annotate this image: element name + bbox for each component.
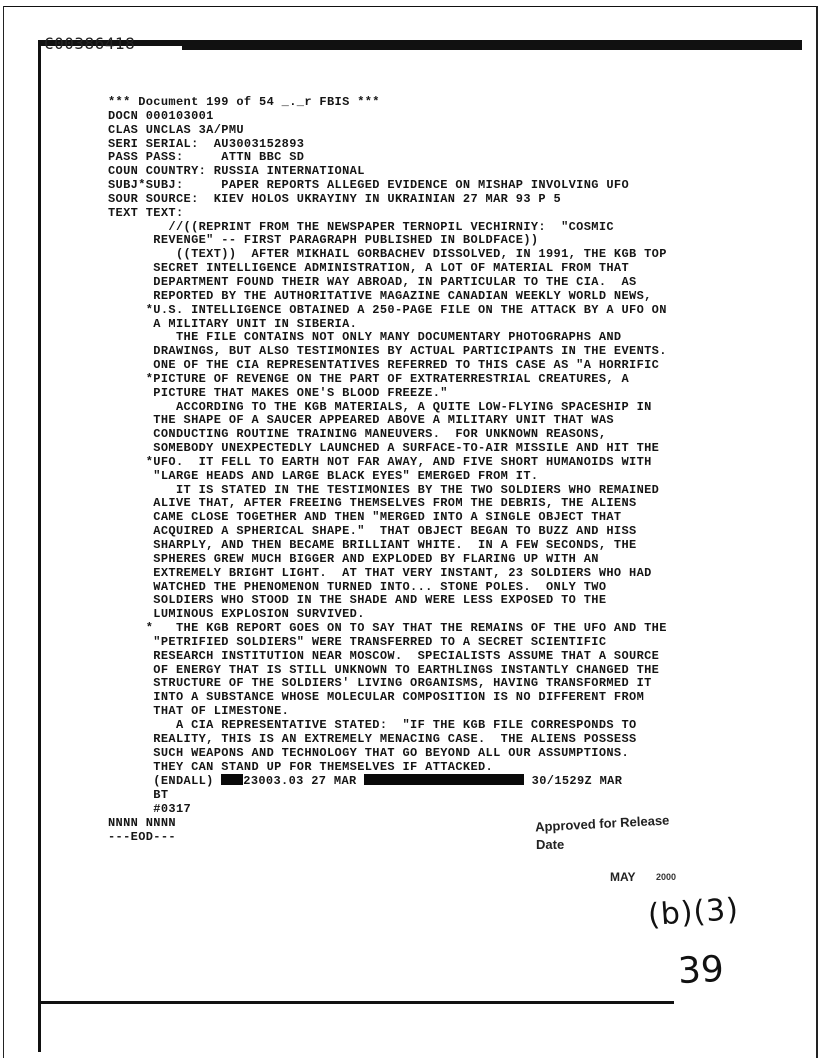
document-line: LUMINOUS EXPLOSION SURVIVED. bbox=[108, 607, 365, 622]
document-line: *U.S. INTELLIGENCE OBTAINED A 250-PAGE FILE ON THE ATTACK BY A UFO ON bbox=[108, 302, 667, 317]
document-line: SPHERES GREW MUCH BIGGER AND EXPLODED BY FLARING UP WITH AN bbox=[108, 551, 599, 566]
document-line: ONE OF THE CIA REPRESENTATIVES REFERRED TO THIS CASE AS "A HORRIFIC bbox=[108, 358, 660, 373]
document-line: CONDUCTING ROUTINE TRAINING MANEUVERS. FOR UNKNOWN REASONS, bbox=[108, 427, 607, 442]
document-line: //((REPRINT FROM THE NEWSPAPER TERNOPIL VECHIRNIY: "COSMIC bbox=[108, 219, 614, 234]
document-line: OF ENERGY THAT IS STILL UNKNOWN TO EARTHLINGS INSTANTLY CHANGED THE bbox=[108, 662, 660, 677]
document-line: "LARGE HEADS AND LARGE BLACK EYES" EMERGED FROM IT. bbox=[108, 468, 539, 483]
document-line: DEPARTMENT FOUND THEIR WAY ABROAD, IN PARTICULAR TO THE CIA. AS bbox=[108, 274, 637, 289]
document-line: SERI SERIAL: AU3003152893 bbox=[108, 136, 305, 151]
document-line: IT IS STATED IN THE TESTIMONIES BY THE TWO SOLDIERS WHO REMAINED bbox=[108, 482, 660, 497]
document-line: RESEARCH INSTITUTION NEAR MOSCOW. SPECIALISTS ASSUME THAT A SOURCE bbox=[108, 648, 660, 663]
endall-label: (ENDALL) bbox=[108, 774, 222, 789]
document-line: WATCHED THE PHENOMENON TURNED INTO... STONE POLES. ONLY TWO bbox=[108, 579, 607, 594]
document-line: TEXT TEXT: bbox=[108, 205, 184, 220]
document-line: ACCORDING TO THE KGB MATERIALS, A QUITE LOW-FLYING SPACESHIP IN bbox=[108, 399, 652, 414]
document-line: SUBJ*SUBJ: PAPER REPORTS ALLEGED EVIDENCE ON MISHAP INVOLVING UFO bbox=[108, 178, 630, 193]
document-line: REALITY, THIS IS AN EXTREMELY MENACING CASE. THE ALIENS POSSESS bbox=[108, 731, 637, 746]
document-id: C00386418 bbox=[44, 34, 136, 53]
release-stamp-approved: Approved for Release bbox=[534, 812, 670, 835]
redaction-block bbox=[221, 774, 243, 785]
document-line: THE SHAPE OF A SAUCER APPEARED ABOVE A MILITARY UNIT THAT WAS bbox=[108, 413, 614, 428]
document-line: * THE KGB REPORT GOES ON TO SAY THAT THE REMAINS OF THE UFO AND THE bbox=[108, 621, 667, 636]
endall-dtg: 30/1529Z MAR bbox=[524, 774, 623, 789]
document-line: A CIA REPRESENTATIVE STATED: "IF THE KGB FILE CORRESPONDS TO bbox=[108, 717, 637, 732]
document-line: DRAWINGS, BUT ALSO TESTIMONIES BY ACTUAL PARTICIPANTS IN THE EVENTS. bbox=[108, 344, 667, 359]
margin-rule bbox=[38, 40, 41, 1052]
trailer-line: ---EOD--- bbox=[108, 829, 176, 844]
document-line: SOMEBODY UNEXPECTEDLY LAUNCHED A SURFACE-TO-AIR MISSILE AND HIT THE bbox=[108, 441, 660, 456]
document-line: STRUCTURE OF THE SOLDIERS' LIVING ORGANISMS, HAVING TRANSFORMED IT bbox=[108, 676, 652, 691]
document-line: INTO A SUBSTANCE WHOSE MOLECULAR COMPOSITION IS NO DIFFERENT FROM bbox=[108, 690, 645, 705]
handwritten-exemption: (b)(3) bbox=[646, 891, 741, 934]
document-line: SECRET INTELLIGENCE ADMINISTRATION, A LOT OF MATERIAL FROM THAT bbox=[108, 261, 630, 276]
document-line: CAME CLOSE TOGETHER AND THEN "MERGED INTO A SINGLE OBJECT THAT bbox=[108, 510, 622, 525]
document-line: REVENGE" -- FIRST PARAGRAPH PUBLISHED IN BOLDFACE)) bbox=[108, 233, 539, 248]
document-line: SOUR SOURCE: KIEV HOLOS UKRAYINY IN UKRAINIAN 27 MAR 93 P 5 bbox=[108, 191, 562, 206]
document-line: "PETRIFIED SOLDIERS" WERE TRANSFERRED TO A SECRET SCIENTIFIC bbox=[108, 634, 607, 649]
document-line: SUCH WEAPONS AND TECHNOLOGY THAT GO BEYOND ALL OUR ASSUMPTIONS. bbox=[108, 745, 630, 760]
page-border-top bbox=[3, 6, 818, 7]
release-stamp-month: MAY bbox=[610, 870, 636, 884]
header-rule-thick bbox=[182, 46, 802, 50]
document-line: REPORTED BY THE AUTHORITATIVE MAGAZINE CANADIAN WEEKLY WORLD NEWS, bbox=[108, 288, 652, 303]
document-line: SOLDIERS WHO STOOD IN THE SHADE AND WERE LESS EXPOSED TO THE bbox=[108, 593, 607, 608]
document-line: CLAS UNCLAS 3A/PMU bbox=[108, 122, 244, 137]
endall-line bbox=[108, 774, 667, 789]
document-line: *PICTURE OF REVENGE ON THE PART OF EXTRATERRESTRIAL CREATURES, A bbox=[108, 371, 630, 386]
document-line: *UFO. IT FELL TO EARTH NOT FAR AWAY, AND FIVE SHORT HUMANOIDS WITH bbox=[108, 454, 652, 469]
document-line: ACQUIRED A SPHERICAL SHAPE." THAT OBJECT BEGAN TO BUZZ AND HISS bbox=[108, 524, 637, 539]
release-stamp-date-label: Date bbox=[536, 837, 565, 852]
document-line: ALIVE THAT, AFTER FREEING THEMSELVES FROM THE DEBRIS, THE ALIENS bbox=[108, 496, 637, 511]
trailer-line: NNNN NNNN bbox=[108, 815, 176, 830]
page-border-left bbox=[3, 6, 4, 1058]
document-line: PASS PASS: ATTN BBC SD bbox=[108, 150, 305, 165]
document-line: DOCN 000103001 bbox=[108, 108, 214, 123]
handwritten-page-number: 39 bbox=[676, 948, 725, 993]
document-line: A MILITARY UNIT IN SIBERIA. bbox=[108, 316, 358, 331]
document-line: ((TEXT)) AFTER MIKHAIL GORBACHEV DISSOLVED, IN 1991, THE KGB TOP bbox=[108, 247, 667, 262]
redaction-block bbox=[364, 774, 524, 785]
trailer-line: #0317 bbox=[108, 802, 192, 817]
document-body bbox=[108, 96, 667, 774]
document-line: THE FILE CONTAINS NOT ONLY MANY DOCUMENTARY PHOTOGRAPHS AND bbox=[108, 330, 622, 345]
footer-rule bbox=[38, 1001, 674, 1004]
teletype-document bbox=[108, 96, 667, 845]
endall-time: 23003.03 27 MAR bbox=[243, 774, 365, 789]
release-stamp-year: 2000 bbox=[656, 872, 677, 882]
document-line: PICTURE THAT MAKES ONE'S BLOOD FREEZE." bbox=[108, 385, 448, 400]
document-line: THEY CAN STAND UP FOR THEMSELVES IF ATTACKED. bbox=[108, 759, 494, 774]
document-line: COUN COUNTRY: RUSSIA INTERNATIONAL bbox=[108, 164, 365, 179]
document-line: *** Document 199 of 54 _._r FBIS *** bbox=[108, 95, 380, 109]
document-line: SHARPLY, AND THEN BECAME BRILLIANT WHITE. IN A FEW SECONDS, THE bbox=[108, 538, 637, 552]
trailer-line: BT bbox=[108, 788, 169, 803]
document-line: THAT OF LIMESTONE. bbox=[108, 704, 290, 719]
document-line: EXTREMELY BRIGHT LIGHT. AT THAT VERY INSTANT, 23 SOLDIERS WHO HAD bbox=[108, 565, 652, 580]
